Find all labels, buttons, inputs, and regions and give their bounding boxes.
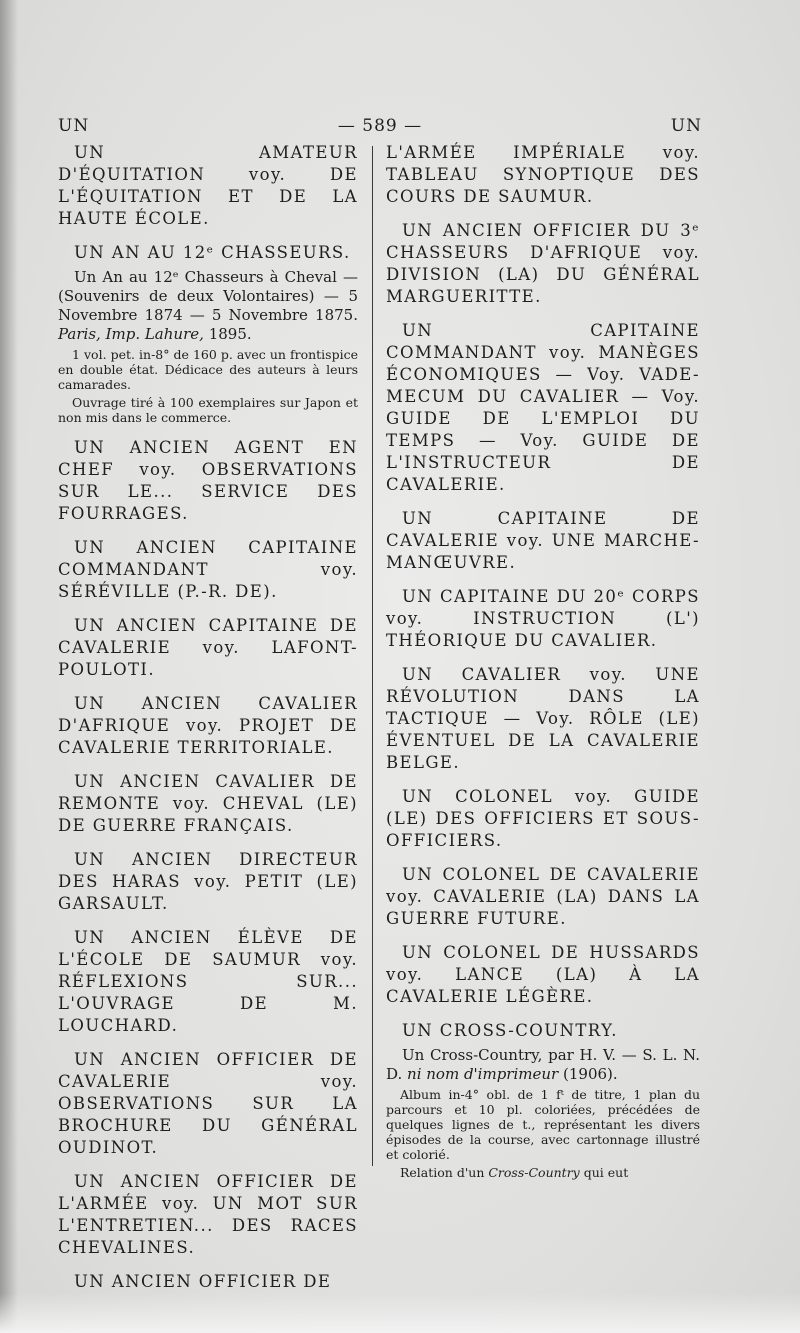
entry-heading: UN ANCIEN DIRECTEUR DES HARAS voy. PETIT (LE) GARSAULT. <box>58 850 358 913</box>
column-divider <box>372 146 373 1166</box>
entry <box>58 771 358 837</box>
entry-note: Ouvrage tiré à 100 exemplaires sur Japon et non mis dans le commerce. <box>58 395 358 425</box>
entry-heading: UN CROSS-COUNTRY. <box>402 1021 618 1040</box>
entry <box>386 942 700 1008</box>
entry-heading: UN CAPITAINE DE CAVALERIE voy. UNE MARCHE-MANŒUVRE. <box>386 509 700 572</box>
header-left-word: UN <box>58 116 90 136</box>
entry-note: 1 vol. pet. in-8° de 160 p. avec un frontispice en double état. Dédicace des auteurs à leurs camarades. <box>58 347 358 392</box>
entry <box>58 615 358 681</box>
entry-heading: UN ANCIEN CAPITAINE DE CAVALERIE voy. LAFONT-POULOTI. <box>58 616 358 679</box>
header-right-word: UN <box>670 116 702 136</box>
entry <box>58 242 358 425</box>
body-text: Un Cross-Country, par H. V. — S. L. N. D. <box>386 1046 700 1083</box>
entry-note <box>386 1165 700 1180</box>
entry-heading: UN AN AU 12ᵉ CHASSEURS. <box>74 243 351 262</box>
entry-heading: UN ANCIEN ÉLÈVE DE L'ÉCOLE DE SAUMUR voy. RÉFLEXIONS SUR... L'OUVRAGE DE M. LOUCHARD. <box>58 928 358 1035</box>
entry <box>386 1020 700 1180</box>
entry-heading: UN ANCIEN OFFICIER DE CAVALERIE voy. OBSERVATIONS SUR LA BROCHURE DU GÉNÉRAL OUDINOT. <box>58 1050 358 1157</box>
entry-heading: UN CAPITAINE DU 20ᵉ CORPS voy. INSTRUCTION (L') THÉORIQUE DU CAVALIER. <box>386 587 700 650</box>
entry <box>386 320 700 496</box>
note-text: Relation d'un <box>400 1165 485 1180</box>
entry-heading: UN AMATEUR D'ÉQUITATION voy. DE L'ÉQUITATION ET DE LA HAUTE ÉCOLE. <box>58 143 358 228</box>
entry-heading: UN COLONEL DE CAVALERIE voy. CAVALERIE (LA) DANS LA GUERRE FUTURE. <box>386 865 700 928</box>
entry-body <box>58 268 358 344</box>
entry-heading: UN ANCIEN OFFICIER DE L'ARMÉE voy. UN MOT SUR L'ENTRETIEN... DES RACES CHEVALINES. <box>58 1172 358 1257</box>
running-header <box>58 116 702 140</box>
body-italic: Paris, Imp. Lahure, <box>58 325 204 343</box>
entry-heading: UN ANCIEN CAVALIER D'AFRIQUE voy. PROJET DE CAVALERIE TERRITORIALE. <box>58 694 358 757</box>
entry <box>58 1171 358 1259</box>
entry <box>58 537 358 603</box>
entry <box>58 437 358 525</box>
entry-heading: UN COLONEL voy. GUIDE (LE) DES OFFICIERS ET SOUS-OFFICIERS. <box>386 787 700 850</box>
entry-heading: UN CAVALIER voy. UNE RÉVOLUTION DANS LA TACTIQUE — Voy. RÔLE (LE) ÉVENTUEL DE LA CAVALERIE BELGE. <box>386 665 700 772</box>
entry <box>386 220 700 308</box>
entry <box>386 586 700 652</box>
entry-heading: UN CAPITAINE COMMANDANT voy. MANÈGES ÉCONOMIQUES — Voy. VADE-MECUM DU CAVALIER — Voy. GUIDE DE L'EMPLOI DU TEMPS — Voy. GUIDE DE L'INSTRUCTEUR DE CAVALERIE. <box>386 321 700 494</box>
entry-heading: L'ARMÉE IMPÉRIALE voy. TABLEAU SYNOPTIQUE DES COURS DE SAUMUR. <box>386 143 700 206</box>
entry-heading: UN ANCIEN CAPITAINE COMMANDANT voy. SÉRÉVILLE (P.-R. DE). <box>58 538 358 601</box>
page-number: — 589 — <box>337 116 423 136</box>
note-tail: qui eut <box>583 1165 629 1180</box>
entry <box>58 693 358 759</box>
entry-note: Album in-4° obl. de 1 fᵗ de titre, 1 plan du parcours et 10 pl. coloriées, précédées de quelques lignes de t., représentant les divers épisodes de la course, avec cartonnage illustré et colorié. <box>386 1087 700 1162</box>
entry <box>58 1049 358 1159</box>
entry-heading: UN ANCIEN AGENT EN CHEF voy. OBSERVATIONS SUR LE... SERVICE DES FOURRAGES. <box>58 438 358 523</box>
body-text: Un An au 12ᵉ Chasseurs à Cheval — (Souvenirs de deux Volontaires) — 5 Novembre 1874 — 5 Novembre 1875. <box>58 268 358 324</box>
entry <box>386 664 700 774</box>
entry <box>58 1271 358 1293</box>
right-column <box>386 142 700 1192</box>
entry <box>386 864 700 930</box>
entry-heading: UN ANCIEN OFFICIER DE <box>74 1272 332 1291</box>
body-tail: (1906). <box>563 1065 618 1083</box>
entry <box>386 142 700 208</box>
entry-heading: UN COLONEL DE HUSSARDS voy. LANCE (LA) À LA CAVALERIE LÉGÈRE. <box>386 943 700 1006</box>
entry <box>386 786 700 852</box>
entry <box>386 508 700 574</box>
body-italic: ni nom d'imprimeur <box>407 1065 559 1083</box>
note-italic: Cross-Country <box>488 1165 580 1180</box>
entry <box>58 927 358 1037</box>
entry <box>58 849 358 915</box>
body-tail: 1895. <box>208 325 252 343</box>
entry-body <box>386 1046 700 1084</box>
entry-heading: UN ANCIEN OFFICIER DU 3ᵉ CHASSEURS D'AFRIQUE voy. DIVISION (LA) DU GÉNÉRAL MARGUERITTE. <box>386 221 700 306</box>
left-column <box>58 142 358 1305</box>
entry-heading: UN ANCIEN CAVALIER DE REMONTE voy. CHEVAL (LE) DE GUERRE FRANÇAIS. <box>58 772 358 835</box>
entry <box>58 142 358 230</box>
